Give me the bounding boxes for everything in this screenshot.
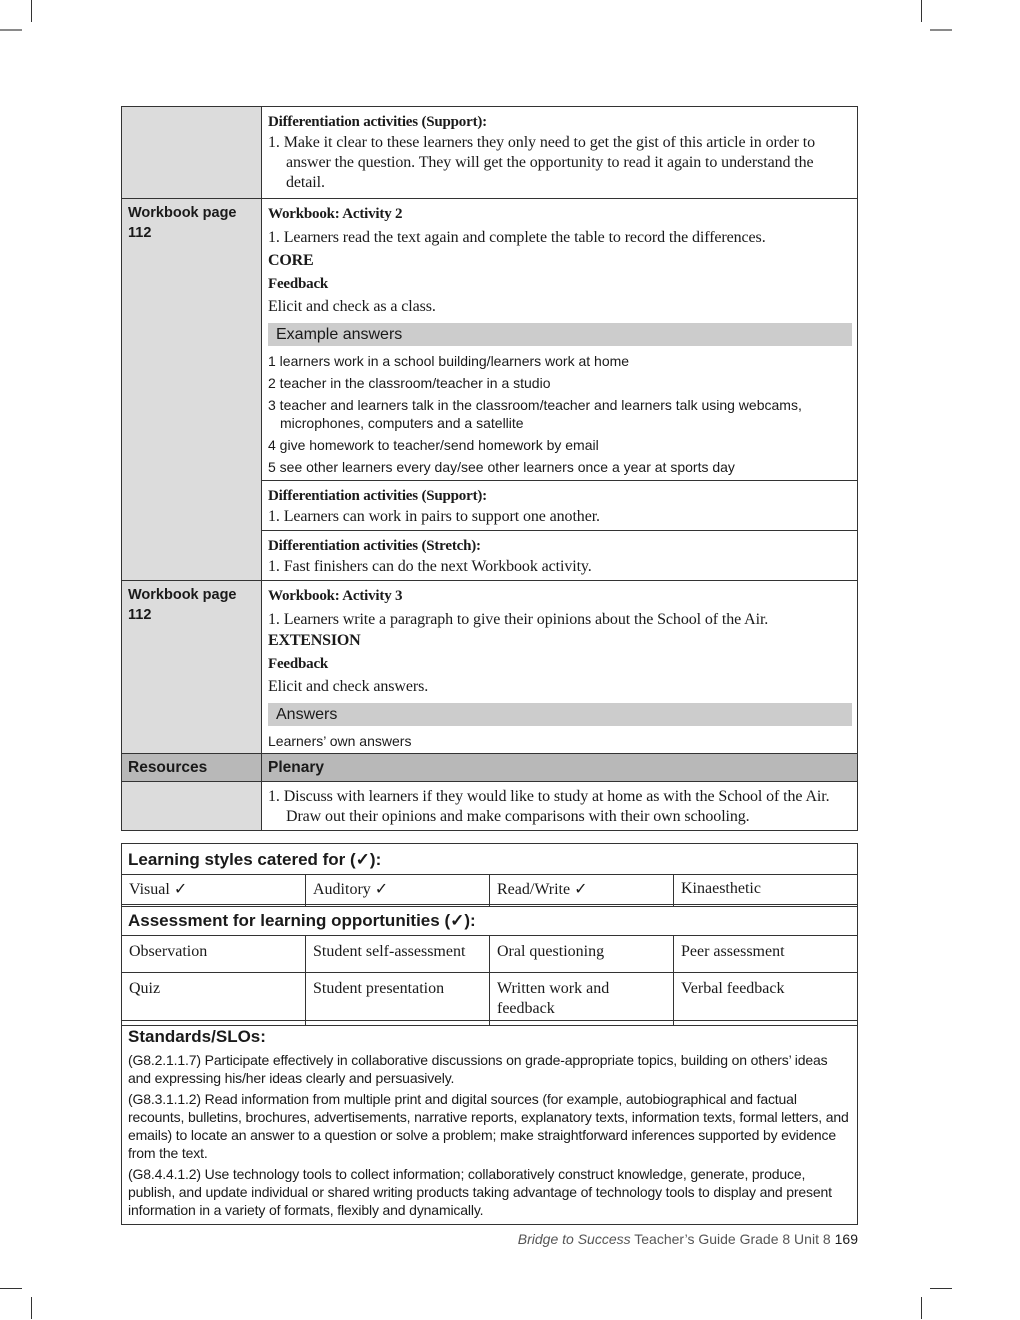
support-heading: Differentiation activities (Support):: [268, 488, 487, 504]
standards-title: Standards/SLOs:: [128, 1027, 266, 1046]
feedback-text: Elicit and check answers.: [268, 678, 429, 695]
table-row: [122, 107, 858, 199]
style-read-write: Read/Write ✓: [490, 875, 674, 907]
assessment-item: Peer assessment: [674, 936, 858, 973]
assessment-table: [121, 904, 858, 1026]
standard-item: (G8.3.1.1.2) Read information from multiple print and digital sources (for example, autobiographical and factual recounts, bulletins, brochures, advertisements, narrative reports, explanatory texts, information texts, formal letters, and emails) to locate an answer to a question or solve a problem; make straightforward inferences supported by evidence from the text.: [128, 1091, 849, 1161]
feedback-label: Feedback: [268, 276, 329, 292]
guide-info: Teacher’s Guide Grade 8 Unit 8: [630, 1231, 831, 1247]
style-kinaesthetic: Kinaesthetic: [674, 875, 858, 907]
assessment-item: Oral questioning: [490, 936, 674, 973]
activity-title: Workbook: Activity 2: [268, 206, 403, 222]
side-label-workbook: Workbook page 112: [122, 581, 262, 754]
learning-styles-table: [121, 843, 858, 907]
crop-mark: [0, 29, 22, 31]
page-footer: [518, 1231, 858, 1247]
standards-box: [121, 1020, 858, 1225]
crop-mark: [930, 29, 952, 31]
standard-item: (G8.2.1.1.7) Participate effectively in collaborative discussions on grade-appropriate topics, building on others’ ideas and expressing his/her ideas clearly and persuasively.: [128, 1052, 828, 1086]
crop-mark: [0, 1288, 22, 1289]
plenary-header-row: [122, 754, 858, 782]
answers-text: Learners’ own answers: [268, 733, 412, 749]
crop-mark: [921, 1297, 922, 1319]
level-label: CORE: [268, 252, 314, 269]
style-visual: Visual ✓: [122, 875, 306, 907]
support-item: 1. Learners can work in pairs to support one another.: [268, 508, 600, 525]
assessment-title: Assessment for learning opportunities (✓):: [122, 905, 858, 936]
stretch-item: 1. Fast finishers can do the next Workbook activity.: [268, 558, 592, 575]
style-auditory: Auditory ✓: [306, 875, 490, 907]
support-heading: Differentiation activities (Support):: [268, 114, 487, 130]
lesson-plan-table: [121, 106, 858, 831]
crop-mark: [930, 1288, 952, 1289]
feedback-label: Feedback: [268, 656, 329, 672]
assessment-item: Student presentation: [306, 973, 490, 1026]
assessment-item: Quiz: [122, 973, 306, 1026]
assessment-item: Verbal feedback: [674, 973, 858, 1026]
support-cell: [262, 107, 858, 199]
support-item: 1. Make it clear to these learners they only need to get the gist of this article in order to answer the question. They will get the opportunity to read it again to understand the detail.: [268, 134, 815, 191]
support-cell: [262, 481, 858, 531]
book-title: Bridge to Success: [517, 1231, 631, 1247]
resources-label: Resources: [122, 754, 262, 782]
crop-mark: [31, 1297, 32, 1319]
assessment-item: Written work and feedback: [490, 973, 674, 1026]
page-number: 169: [834, 1231, 858, 1247]
crop-mark: [921, 0, 922, 22]
answer-item: 5 see other learners every day/see other learners once a year at sports day: [268, 459, 735, 475]
answer-item: 2 teacher in the classroom/teacher in a studio: [268, 375, 551, 391]
answer-item: 3 teacher and learners talk in the classroom/teacher and learners talk using webcams, microphones, computers and a satellite: [268, 397, 802, 431]
plenary-item: 1. Discuss with learners if they would like to study at home as with the School of the Air. Draw out their opinions and make comparisons with their own schooling.: [268, 788, 830, 825]
activity-title: Workbook: Activity 3: [268, 588, 403, 604]
stretch-cell: [262, 531, 858, 581]
stretch-heading: Differentiation activities (Stretch):: [268, 538, 481, 554]
table-row: [122, 581, 858, 754]
assessment-item: Student self-assessment: [306, 936, 490, 973]
table-row: [122, 782, 858, 831]
crop-mark: [31, 0, 32, 22]
standard-item: (G8.4.4.1.2) Use technology tools to collect information; collaboratively construct knowledge, generate, produce, publish, and update individual or shared writing products taking advantage of technology tools to display and present information in a variety of formats, flexibly and dynamically.: [128, 1166, 832, 1218]
side-cell: [122, 782, 262, 831]
answers-header: Answers: [268, 703, 852, 726]
example-answers-header: Example answers: [268, 323, 852, 346]
plenary-label: Plenary: [262, 754, 858, 782]
feedback-text: Elicit and check as a class.: [268, 298, 436, 315]
assessment-item: Observation: [122, 936, 306, 973]
activity-3-cell: [262, 581, 858, 754]
answer-item: 4 give homework to teacher/send homework by email: [268, 437, 599, 453]
answer-item: 1 learners work in a school building/learners work at home: [268, 353, 630, 369]
table-row: [122, 199, 858, 481]
level-label: EXTENSION: [268, 632, 361, 649]
activity-item: 1. Learners read the text again and complete the table to record the differences.: [268, 229, 766, 246]
learning-styles-title: Learning styles catered for (✓):: [122, 844, 858, 875]
side-label-workbook: Workbook page 112: [122, 199, 262, 581]
activity-2-cell: [262, 199, 858, 481]
activity-item: 1. Learners write a paragraph to give their opinions about the School of the Air.: [268, 611, 769, 628]
side-cell: [122, 107, 262, 199]
plenary-cell: [262, 782, 858, 831]
